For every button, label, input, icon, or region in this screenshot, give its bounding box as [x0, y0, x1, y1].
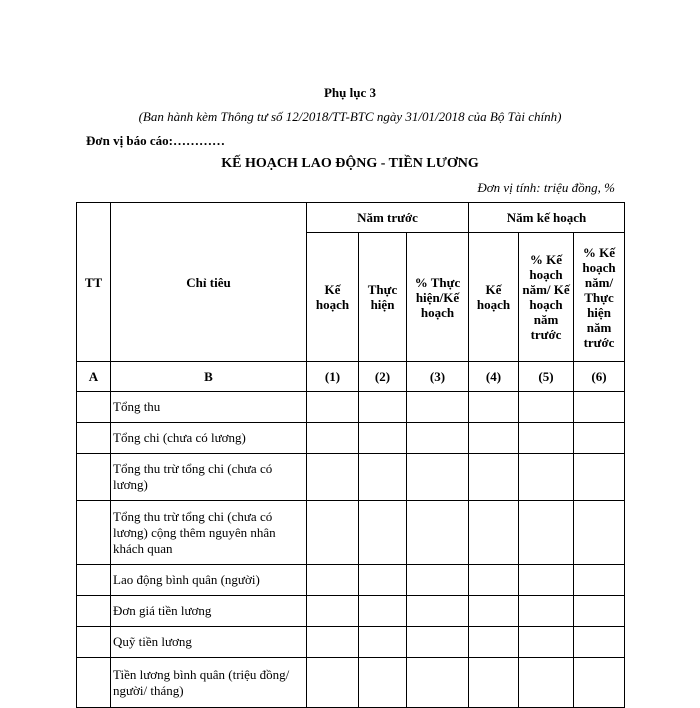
value-cell	[407, 565, 469, 596]
value-cell	[359, 596, 407, 627]
value-cell	[519, 501, 574, 565]
value-cell	[469, 658, 519, 708]
col-header-indicator: Chỉ tiêu	[111, 203, 307, 362]
value-cell	[407, 658, 469, 708]
tt-cell	[77, 454, 111, 501]
value-cell	[359, 501, 407, 565]
table-row	[77, 565, 625, 596]
value-cell	[469, 501, 519, 565]
table-row	[77, 454, 625, 501]
value-cell	[574, 423, 625, 454]
value-cell	[469, 565, 519, 596]
sub-header-plan: Kế hoạch	[307, 233, 359, 362]
index-cell: (5)	[519, 362, 574, 392]
value-cell	[574, 392, 625, 423]
group-header-plan-year: Năm kế hoạch	[469, 203, 625, 233]
reporting-unit: Đơn vị báo cáo:…………	[86, 133, 226, 148]
value-cell	[407, 392, 469, 423]
appendix-label: Phụ lục 3	[323, 85, 376, 100]
indicator-label: Tổng chi (chưa có lương)	[111, 423, 307, 454]
value-cell	[469, 454, 519, 501]
labor-wage-plan-table	[76, 202, 625, 708]
value-cell	[407, 454, 469, 501]
value-cell	[307, 392, 359, 423]
sub-header-actual-vs-plan: % Thực hiện/Kế hoạch	[407, 233, 469, 362]
indicator-label: Đơn giá tiền lương	[111, 596, 307, 627]
value-cell	[574, 658, 625, 708]
value-cell	[469, 596, 519, 627]
sub-header-plan-vs-prev-actual: % Kế hoạch năm/ Thực hiện năm trước	[574, 233, 625, 362]
sub-header-plan-year: Kế hoạch	[469, 233, 519, 362]
value-cell	[359, 392, 407, 423]
indicator-label: Tổng thu	[111, 392, 307, 423]
value-cell	[469, 627, 519, 658]
index-cell: A	[77, 362, 111, 392]
indicator-label: Tiền lương bình quân (triệu đồng/ người/ tháng)	[111, 658, 307, 708]
group-header-previous-year: Năm trước	[307, 203, 469, 233]
tt-cell	[77, 658, 111, 708]
value-cell	[519, 454, 574, 501]
indicator-label: Lao động bình quân (người)	[111, 565, 307, 596]
indicator-label: Tổng thu trừ tổng chi (chưa có lương) cộng thêm nguyên nhân khách quan	[111, 501, 307, 565]
value-cell	[574, 454, 625, 501]
indicator-label: Tổng thu trừ tổng chi (chưa có lương)	[111, 454, 307, 501]
value-cell	[407, 627, 469, 658]
index-cell: (2)	[359, 362, 407, 392]
value-cell	[307, 596, 359, 627]
value-cell	[519, 658, 574, 708]
value-cell	[407, 423, 469, 454]
indicator-label: Quỹ tiền lương	[111, 627, 307, 658]
value-cell	[307, 423, 359, 454]
value-cell	[359, 658, 407, 708]
value-cell	[359, 423, 407, 454]
value-cell	[574, 565, 625, 596]
value-cell	[519, 596, 574, 627]
index-cell: (3)	[407, 362, 469, 392]
col-header-tt: TT	[77, 203, 111, 362]
value-cell	[574, 596, 625, 627]
unit-of-measure: Đơn vị tính: triệu đồng, %	[477, 180, 615, 195]
value-cell	[307, 565, 359, 596]
table-row	[77, 596, 625, 627]
issuing-reference: (Ban hành kèm Thông tư số 12/2018/TT-BTC ngày 31/01/2018 của Bộ Tài chính)	[138, 109, 562, 124]
value-cell	[519, 392, 574, 423]
sub-header-plan-vs-prev-plan: % Kế hoạch năm/ Kế hoạch năm trước	[519, 233, 574, 362]
value-cell	[407, 596, 469, 627]
tt-cell	[77, 627, 111, 658]
value-cell	[407, 501, 469, 565]
index-cell: (4)	[469, 362, 519, 392]
sub-header-actual: Thực hiện	[359, 233, 407, 362]
tt-cell	[77, 501, 111, 565]
table-row	[77, 627, 625, 658]
index-cell: B	[111, 362, 307, 392]
value-cell	[307, 454, 359, 501]
index-cell: (1)	[307, 362, 359, 392]
value-cell	[307, 501, 359, 565]
value-cell	[307, 658, 359, 708]
value-cell	[359, 627, 407, 658]
value-cell	[574, 627, 625, 658]
value-cell	[519, 627, 574, 658]
value-cell	[359, 565, 407, 596]
value-cell	[469, 392, 519, 423]
table-row	[77, 658, 625, 708]
table-row	[77, 423, 625, 454]
tt-cell	[77, 596, 111, 627]
value-cell	[469, 423, 519, 454]
document-title: KẾ HOẠCH LAO ĐỘNG - TIỀN LƯƠNG	[221, 156, 479, 171]
table-row	[77, 392, 625, 423]
value-cell	[307, 627, 359, 658]
value-cell	[574, 501, 625, 565]
tt-cell	[77, 392, 111, 423]
index-row	[77, 362, 625, 392]
tt-cell	[77, 565, 111, 596]
index-cell: (6)	[574, 362, 625, 392]
table-row	[77, 501, 625, 565]
value-cell	[519, 423, 574, 454]
tt-cell	[77, 423, 111, 454]
value-cell	[519, 565, 574, 596]
value-cell	[359, 454, 407, 501]
